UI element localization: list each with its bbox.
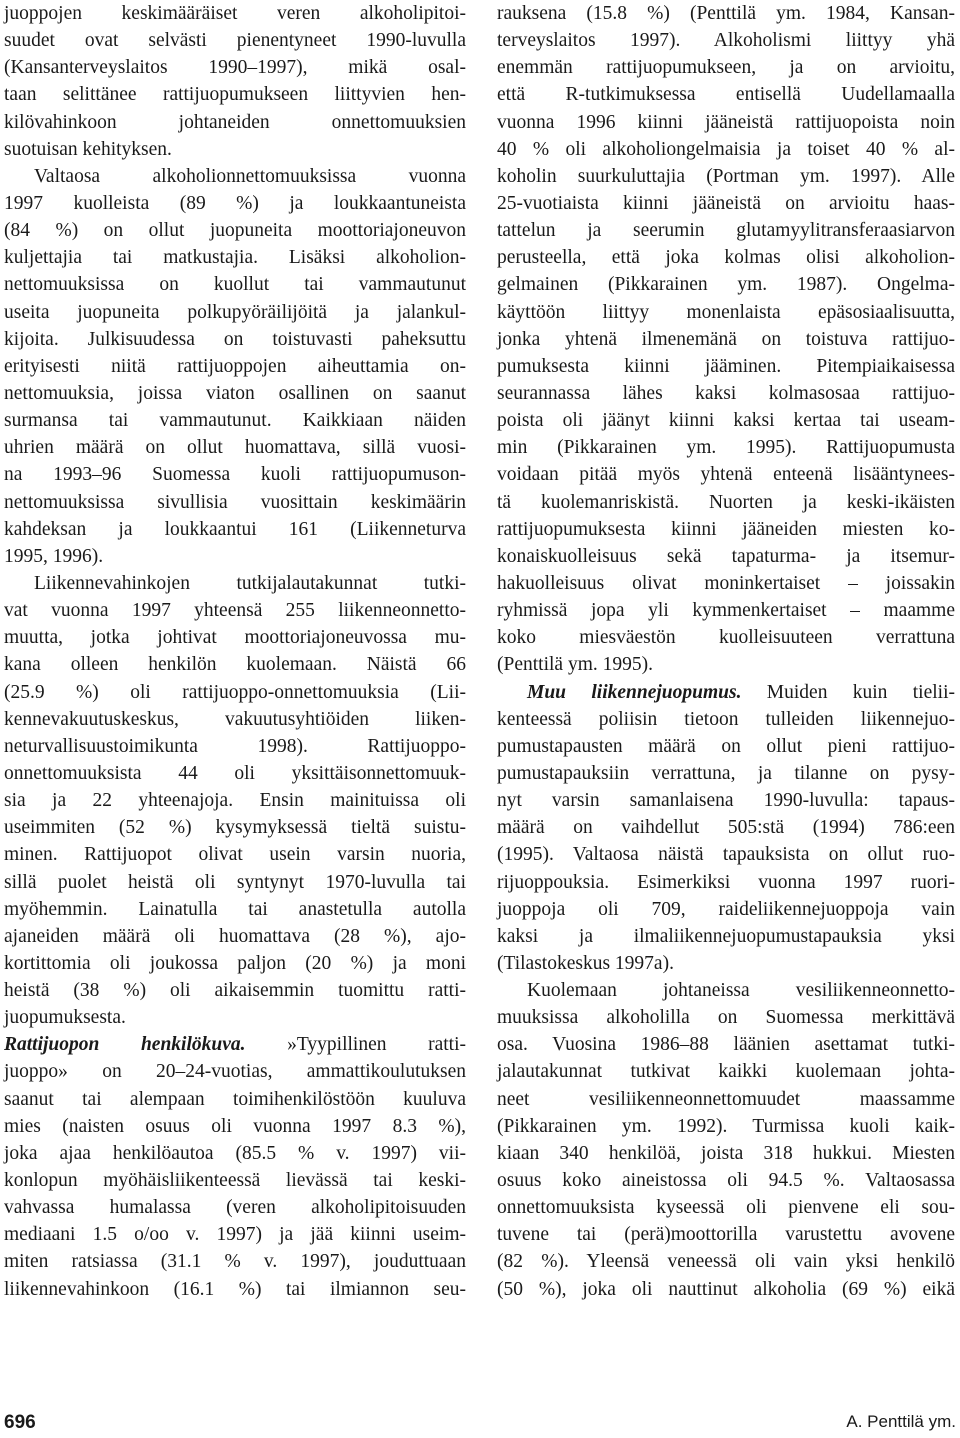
section-run-in-heading: Rattijuopon henkilökuva. (4, 1034, 246, 1056)
text-line: (Pikkarainen ym. 1992). Turmissa kuoli kaik- (497, 1115, 955, 1137)
text-line: 40 % oli alkoholiongelmaisia ja toiset 40 % al- (497, 138, 955, 160)
text-line: seurannassa lähes kaksi kolmasosaa rattijuo- (497, 382, 955, 404)
text-line: koholin suurkuluttajia (Portman ym. 1997). Alle (497, 165, 955, 187)
text-line: 1995, 1996). (4, 545, 104, 567)
text-line: surmansa tai vammautunut. Kaikkiaan näiden (4, 410, 466, 432)
text-line: suotuisan kehityksen. (4, 138, 172, 160)
text-line: nettomuuksissa sivullisia vuosittain keskimäärin (4, 491, 466, 513)
text-column-left (4, 0, 466, 1303)
text-line: Valtaosa alkoholionnettomuuksissa vuonna (34, 165, 466, 187)
text-line: nettomuuksissa on kuollut tai vammautunut (4, 274, 466, 296)
text-line: nyt varsin samanlaisena 1990-luvulla: tapaus- (497, 790, 955, 812)
text-line: rattijuopumuksesta kiinni jääneiden miesten ko- (497, 518, 955, 540)
text-line: konaiskuolleisuus sekä tapaturma- ja itsemur- (497, 545, 955, 567)
text-line: useimmiten (52 %) kysymyksessä tieltä suistu- (4, 817, 466, 839)
text-line: gelmainen (Pikkarainen ym. 1987). Ongelma- (497, 274, 955, 296)
text-line: perusteella, että joka kolmas olisi alkoholion- (497, 247, 955, 269)
text-line: kenteessä poliisin tietoon tulleiden liikennejuo- (497, 708, 955, 730)
text-line (497, 679, 955, 706)
text-line: Kuolemaan johtaneissa vesiliikenneonnetto- (527, 980, 955, 1002)
text-line: juopumuksesta. (4, 1007, 126, 1029)
text-line: kennevakuutuskeskus, vakuutusyhtiöiden liiken- (4, 708, 466, 730)
text-line: kaksi ja ilmaliikennejuopumustapauksia yksi (497, 925, 955, 947)
text-line: kilövahinkoon johtaneiden onnettomuuksien (4, 111, 466, 133)
text-line: neet vesiliikenneonnettomuudet maassamme (497, 1088, 955, 1110)
text-line: vat vuonna 1997 yhteensä 255 liikenneonnetto- (4, 600, 466, 622)
text-line: jonka yhtenä ilmenemänä on toistuva rattijuo- (497, 328, 955, 350)
text-line: onnettomuuksista kyseessä oli pienvene eli sou- (497, 1197, 955, 1219)
text-line: taan selittänee rattijuopumukseen liittyvien hen- (4, 84, 466, 106)
text-line: poista oli jäänyt kiinni kaksi kertaa tai useam- (497, 410, 955, 432)
text-line: kuljettajia tai matkustajia. Lisäksi alkoholion- (4, 247, 466, 269)
text-line: terveyslaitos 1997). Alkoholismi liittyy yhä (497, 30, 955, 52)
text-line: erityisesti niitä rattijuoppojen aiheuttamia on- (4, 355, 466, 377)
text-line: ryhmissä jopa yli kymmenkertaiset – maamme (497, 600, 955, 622)
text-line: kahdeksan ja loukkaantui 161 (Liikenneturva (4, 518, 466, 540)
text-line: suudet ovat selvästi pienentyneet 1990-luvulla (4, 30, 466, 52)
text-line: osuus koko aineistossa oli 94.5 %. Valtaosassa (497, 1170, 955, 1192)
text-line-content: Muiden kuin tielii- (766, 681, 955, 703)
text-line: (1995). Valtaosa näistä tapauksista on ollut ruo- (497, 844, 955, 866)
text-line: muutta, jotka johtivat moottoriajoneuvossa mu- (4, 627, 466, 649)
text-column-right (497, 0, 955, 1303)
text-line: mies (naisten osuus oli vuonna 1997 8.3 %), (4, 1115, 466, 1137)
text-line: käyttöön liittyy monenlaista epäsosiaalisuutta, (497, 301, 955, 323)
text-line: sia ja 22 yhteenajoja. Ensin mainituissa oli (4, 790, 466, 812)
text-line: (Kansanterveyslaitos 1990–1997), mikä osal- (4, 57, 466, 79)
text-line (4, 1031, 466, 1058)
text-line: 25-vuotiaista kiinni jääneistä on arvioitu haas- (497, 192, 955, 214)
text-line: tä kuolemanriskistä. Nuorten ja keski-ikäisten (497, 491, 955, 513)
text-line: (84 %) on ollut juopuneita moottoriajoneuvon (4, 220, 466, 242)
text-line: kiaan 340 henkilöä, joista 318 hukkui. Miesten (497, 1142, 955, 1164)
text-line: jalautakunnat tutkivat kaikki kuolemaan johta- (497, 1061, 955, 1083)
text-line: kijoita. Julkisuudessa on toistuvasti paheksuttu (4, 328, 466, 350)
text-line: juoppo» on 20–24-vuotias, ammattikoulutuksen (4, 1061, 466, 1083)
text-line: rauksena (15.8 %) (Penttilä ym. 1984, Kansan- (497, 3, 955, 24)
text-line: määrä on vaihdellut 505:stä (1994) 786:een (497, 817, 955, 839)
text-line-content: »Tyypillinen ratti- (287, 1034, 466, 1056)
text-line: vuonna 1996 kiinni jääneistä rattijuopoista noin (497, 111, 955, 133)
text-line: (82 %). Yleensä veneessä oli vain yksi henkilö (497, 1251, 955, 1273)
text-line: 1997 kuolleista (89 %) ja loukkaantuneista (4, 192, 466, 214)
text-line: koko miesväestön kuolleisuuteen verrattuna (497, 627, 955, 649)
text-line: pumustapauksiin verrattuna, ja tilanne on pysy- (497, 762, 955, 784)
text-line: kana olleen henkilön kuolemaan. Näistä 66 (4, 654, 466, 676)
page-number: 696 (4, 1412, 36, 1433)
text-line: (50 %), joka oli nauttinut alkoholia (69 %) eikä (497, 1278, 955, 1300)
text-line: heistä (38 %) oli aikaisemmin tuomittu ratti- (4, 980, 466, 1002)
text-line: nettomuuksia, joissa viaton osallinen on saanut (4, 382, 466, 404)
text-line: kortittomia oli joukossa paljon (20 %) ja moni (4, 952, 466, 974)
text-line: mediaani 1.5 o/oo v. 1997) ja jää kiinni useim- (4, 1224, 466, 1246)
running-footer-author: A. Penttilä ym. (846, 1412, 956, 1431)
text-line: uhrien määrä on ollut huomattava, sillä vuosi- (4, 437, 466, 459)
text-line: muuksissa alkoholilla on Suomessa merkittävä (497, 1007, 955, 1029)
text-line: pumuksesta kiinni jääminen. Pitempiaikaisessa (497, 355, 955, 377)
text-line: liikennevahinkoon (16.1 %) tai ilmiannon seu- (4, 1278, 466, 1300)
text-line: voidaan pitää myös yhtenä enteenä lisääntynees- (497, 464, 955, 486)
text-line: tuvene tai (perä)moottorilla varustettu avovene (497, 1224, 955, 1246)
text-line: myöhemmin. Lainatulla tai anastetulla autolla (4, 898, 466, 920)
text-line: osa. Vuosina 1986–88 läänien asettamat tutki- (497, 1034, 955, 1056)
text-line: rijuoppouksia. Esimerkiksi vuonna 1997 ruori- (497, 871, 955, 893)
text-line: juoppojen keskimääräiset veren alkoholipitoi- (4, 3, 466, 24)
text-line: minen. Rattijuopot olivat usein varsin nuoria, (4, 844, 466, 866)
text-line: tattelun ja seerumin glutamyylitransferaasiarvon (497, 220, 955, 242)
text-line: pumustapausten määrä on ollut pieni rattijuo- (497, 735, 955, 757)
text-line: na 1993–96 Suomessa kuoli rattijuopumuson- (4, 464, 466, 486)
text-line: miten ratsiassa (31.1 % v. 1997), jouduttuaan (4, 1251, 466, 1273)
text-line: vahvassa humalassa (veren alkoholipitoisuuden (4, 1197, 466, 1219)
text-line: sillä puolet heistä oli syntynyt 1970-luvulla tai (4, 871, 466, 893)
text-line: hakuolleisuus olivat moninkertaiset – joissakin (497, 572, 955, 594)
text-line: että R-tutkimuksessa entisellä Uudellamaalla (497, 84, 955, 106)
text-line: useita juopuneita polkupyöräilijöitä ja jalankul- (4, 301, 466, 323)
text-line: Liikennevahinkojen tutkijalautakunnat tutki- (34, 572, 466, 594)
text-line: (Penttilä ym. 1995). (497, 654, 653, 676)
text-line: min (Pikkarainen ym. 1995). Rattijuopumusta (497, 437, 955, 459)
text-line: ajaneiden määrä oli huomattava (28 %), ajo- (4, 925, 466, 947)
text-line: juoppoja oli 709, raideliikennejuoppoja vain (497, 898, 955, 920)
text-line: (25.9 %) oli rattijuoppo-onnettomuuksia (Lii- (4, 681, 466, 703)
section-run-in-heading: Muu liikennejuopumus. (527, 681, 742, 703)
text-line: joka ajaa henkilöautoa (85.5 % v. 1997) vii- (4, 1142, 466, 1164)
text-line: neturvallisuustoimikunta 1998). Rattijuoppo- (4, 735, 466, 757)
text-line: konlopun myöhäisliikenteessä lievässä tai keski- (4, 1170, 466, 1192)
text-line: (Tilastokeskus 1997a). (497, 952, 674, 974)
text-line: saanut tai alempaan toimihenkilöstöön kuuluva (4, 1088, 466, 1110)
text-line: onnettomuuksista 44 oli yksittäisonnettomuuk- (4, 762, 466, 784)
text-line: enemmän rattijuopumukseen, ja on arvioitu, (497, 57, 955, 79)
